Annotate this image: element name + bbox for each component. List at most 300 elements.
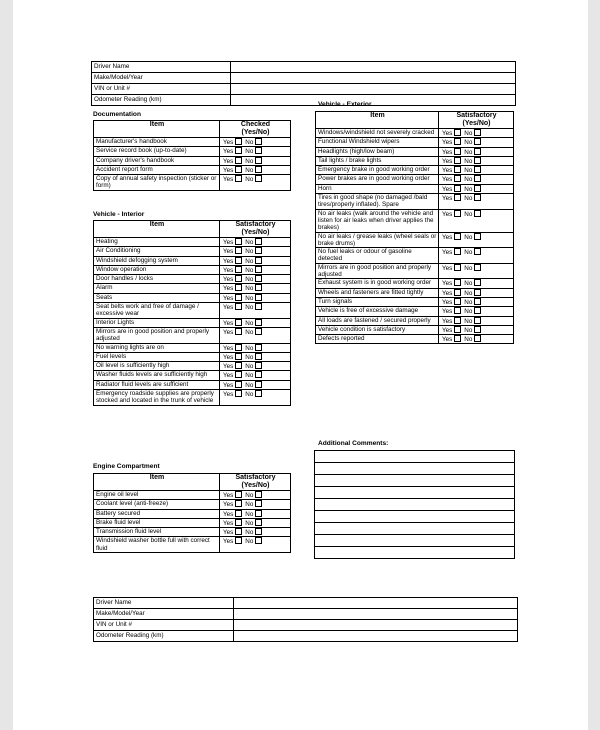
no-checkbox[interactable] xyxy=(474,248,481,255)
yes-checkbox[interactable] xyxy=(454,298,461,305)
no-label: No xyxy=(245,176,254,184)
table-row xyxy=(316,129,514,138)
make-model-row xyxy=(94,609,518,620)
comments-table xyxy=(314,450,515,559)
yes-checkbox[interactable] xyxy=(235,266,242,273)
no-checkbox[interactable] xyxy=(474,326,481,333)
interior-table xyxy=(93,220,291,406)
yes-no-cell xyxy=(220,303,291,319)
table-row xyxy=(94,327,291,343)
yes-label: Yes xyxy=(442,176,453,184)
no-checkbox[interactable] xyxy=(255,491,262,498)
yes-no-cell xyxy=(439,138,514,147)
odometer-row xyxy=(92,95,516,106)
no-label: No xyxy=(245,139,254,146)
yes-label: Yes xyxy=(223,239,234,246)
odometer-label: Odometer Reading (km) xyxy=(92,95,231,106)
yes-checkbox[interactable] xyxy=(454,335,461,342)
comment-line[interactable] xyxy=(315,511,515,523)
no-label: No xyxy=(245,148,254,156)
no-checkbox[interactable] xyxy=(255,353,262,360)
yes-label: Yes xyxy=(442,130,453,137)
column-header-item: Item xyxy=(94,221,220,238)
yes-checkbox[interactable] xyxy=(235,138,242,145)
no-checkbox[interactable] xyxy=(474,129,481,136)
yes-checkbox[interactable] xyxy=(235,157,242,164)
no-checkbox[interactable] xyxy=(255,510,262,517)
table-row xyxy=(94,500,291,509)
no-label: No xyxy=(464,298,473,306)
yes-label: Yes xyxy=(442,280,453,288)
table-row xyxy=(316,307,514,316)
yes-label: Yes xyxy=(223,139,234,146)
table-row xyxy=(316,194,514,210)
make-model-field[interactable] xyxy=(234,609,518,620)
yes-no-cell xyxy=(439,184,514,193)
yes-label: Yes xyxy=(442,289,453,297)
no-checkbox[interactable] xyxy=(255,247,262,254)
inspection-form-page xyxy=(13,0,588,730)
table-row xyxy=(316,279,514,288)
yes-checkbox[interactable] xyxy=(454,129,461,136)
driver-name-row xyxy=(92,62,516,73)
no-checkbox[interactable] xyxy=(255,138,262,145)
yes-label: Yes xyxy=(442,195,453,203)
no-checkbox[interactable] xyxy=(255,519,262,526)
no-label: No xyxy=(245,519,254,527)
no-label: No xyxy=(464,233,473,241)
yes-no-cell xyxy=(439,147,514,156)
yes-checkbox[interactable] xyxy=(454,279,461,286)
no-label: No xyxy=(245,510,254,518)
vin-field[interactable] xyxy=(231,84,516,95)
yes-label: Yes xyxy=(223,344,234,352)
yes-no-cell xyxy=(439,156,514,165)
driver-name-label: Driver Name xyxy=(92,62,231,73)
item-label: Air Conditioning xyxy=(94,247,220,256)
comment-line[interactable] xyxy=(315,523,515,535)
yes-label: Yes xyxy=(223,529,234,537)
yes-no-cell xyxy=(220,165,291,174)
yes-checkbox[interactable] xyxy=(454,166,461,173)
yes-checkbox[interactable] xyxy=(454,157,461,164)
yes-no-cell xyxy=(439,129,514,138)
yes-no-cell xyxy=(220,491,291,500)
yes-no-cell xyxy=(220,265,291,274)
column-header-item: Item xyxy=(316,112,439,129)
table-row xyxy=(94,238,291,247)
table-row xyxy=(316,175,514,184)
no-checkbox[interactable] xyxy=(255,328,262,335)
yes-label: Yes xyxy=(223,363,234,371)
yes-label: Yes xyxy=(442,233,453,241)
yes-checkbox[interactable] xyxy=(454,289,461,296)
no-label: No xyxy=(245,381,254,389)
no-label: No xyxy=(245,248,254,256)
no-label: No xyxy=(464,249,473,257)
yes-no-cell xyxy=(220,380,291,389)
no-checkbox[interactable] xyxy=(255,294,262,301)
no-checkbox[interactable] xyxy=(255,303,262,310)
table-header-row xyxy=(94,474,291,491)
comment-line[interactable] xyxy=(315,487,515,499)
yes-label: Yes xyxy=(442,308,453,316)
table-row xyxy=(316,232,514,248)
yes-checkbox[interactable] xyxy=(235,362,242,369)
table-row xyxy=(94,343,291,352)
driver-name-row xyxy=(94,598,518,609)
no-checkbox[interactable] xyxy=(255,344,262,351)
table-row xyxy=(316,209,514,232)
yes-no-cell xyxy=(220,256,291,265)
no-checkbox[interactable] xyxy=(255,371,262,378)
yes-checkbox[interactable] xyxy=(235,390,242,397)
yes-label: Yes xyxy=(223,176,234,184)
no-checkbox[interactable] xyxy=(255,381,262,388)
table-row xyxy=(94,256,291,265)
no-label: No xyxy=(245,391,254,399)
item-label: Engine oil level xyxy=(94,491,220,500)
item-label: Exhaust system is in good working order xyxy=(316,279,439,288)
make-model-label: Make/Model/Year xyxy=(94,609,234,620)
odometer-field[interactable] xyxy=(231,95,516,106)
no-checkbox[interactable] xyxy=(255,238,262,245)
item-label: Emergency brake in good working order xyxy=(316,166,439,175)
no-label: No xyxy=(464,280,473,288)
no-checkbox[interactable] xyxy=(474,157,481,164)
item-label: Tail lights / brake lights xyxy=(316,156,439,165)
yes-checkbox[interactable] xyxy=(454,194,461,201)
no-label: No xyxy=(464,317,473,325)
no-label: No xyxy=(245,501,254,509)
no-label: No xyxy=(464,210,473,218)
yes-checkbox[interactable] xyxy=(235,275,242,282)
no-checkbox[interactable] xyxy=(474,233,481,240)
table-row xyxy=(94,247,291,256)
item-label: Copy of annual safety inspection (sticker or form) xyxy=(94,175,220,191)
yes-no-cell xyxy=(439,263,514,279)
comment-line[interactable] xyxy=(315,535,515,547)
no-checkbox[interactable] xyxy=(474,210,481,217)
yes-checkbox[interactable] xyxy=(454,148,461,155)
yes-label: Yes xyxy=(442,336,453,344)
no-checkbox[interactable] xyxy=(255,500,262,507)
yes-label: Yes xyxy=(223,353,234,361)
yes-checkbox[interactable] xyxy=(454,175,461,182)
table-header-row xyxy=(94,221,291,238)
no-label: No xyxy=(245,266,254,274)
vin-label: VIN or Unit # xyxy=(92,84,231,95)
yes-checkbox[interactable] xyxy=(454,248,461,255)
item-label: Manufacturer's handbook xyxy=(94,138,220,147)
yes-checkbox[interactable] xyxy=(454,317,461,324)
item-label: Emergency roadside supplies are properly stocked and located in the trunk of vehicle xyxy=(94,390,220,406)
yes-label: Yes xyxy=(442,298,453,306)
item-label: Windshield washer bottle full with correct fluid xyxy=(94,537,220,553)
yes-label: Yes xyxy=(223,492,234,499)
table-row xyxy=(94,537,291,553)
no-checkbox[interactable] xyxy=(474,317,481,324)
item-label: No air leaks (walk around the vehicle and listen for air leaks when driver applies the brakes) xyxy=(316,209,439,232)
yes-checkbox[interactable] xyxy=(454,233,461,240)
no-checkbox[interactable] xyxy=(255,266,262,273)
no-checkbox[interactable] xyxy=(474,307,481,314)
driver-name-field[interactable] xyxy=(231,62,516,73)
item-label: Accident report form xyxy=(94,165,220,174)
engine-table xyxy=(93,473,291,553)
comment-line[interactable] xyxy=(315,475,515,487)
no-checkbox[interactable] xyxy=(255,175,262,182)
item-label: Radiator fluid levels are sufficient xyxy=(94,380,220,389)
yes-no-cell xyxy=(439,209,514,232)
yes-label: Yes xyxy=(223,319,234,327)
table-row xyxy=(94,380,291,389)
yes-checkbox[interactable] xyxy=(235,510,242,517)
yes-label: Yes xyxy=(223,372,234,380)
yes-label: Yes xyxy=(223,328,234,336)
column-header-status: Satisfactory (Yes/No) xyxy=(439,112,514,129)
no-checkbox[interactable] xyxy=(474,194,481,201)
no-label: No xyxy=(464,326,473,334)
yes-label: Yes xyxy=(442,264,453,272)
item-label: Defects reported xyxy=(316,335,439,344)
yes-checkbox[interactable] xyxy=(235,294,242,301)
comment-line[interactable] xyxy=(315,499,515,511)
yes-label: Yes xyxy=(442,157,453,165)
no-label: No xyxy=(245,166,254,174)
no-label: No xyxy=(464,308,473,316)
table-row xyxy=(316,138,514,147)
driver-name-field[interactable] xyxy=(234,598,518,609)
yes-checkbox[interactable] xyxy=(235,344,242,351)
no-checkbox[interactable] xyxy=(474,298,481,305)
table-row xyxy=(94,528,291,537)
yes-no-cell xyxy=(220,284,291,293)
no-checkbox[interactable] xyxy=(474,148,481,155)
comment-line[interactable] xyxy=(315,547,515,559)
yes-checkbox[interactable] xyxy=(235,319,242,326)
table-row xyxy=(94,293,291,302)
yes-no-cell xyxy=(220,528,291,537)
no-label: No xyxy=(464,185,473,193)
no-label: No xyxy=(245,372,254,380)
no-checkbox[interactable] xyxy=(255,275,262,282)
no-checkbox[interactable] xyxy=(255,157,262,164)
yes-checkbox[interactable] xyxy=(235,353,242,360)
vin-row xyxy=(92,84,516,95)
yes-checkbox[interactable] xyxy=(235,238,242,245)
yes-no-cell xyxy=(220,362,291,371)
no-label: No xyxy=(245,257,254,265)
no-checkbox[interactable] xyxy=(255,390,262,397)
no-checkbox[interactable] xyxy=(255,362,262,369)
no-label: No xyxy=(245,492,254,499)
no-checkbox[interactable] xyxy=(474,289,481,296)
yes-checkbox[interactable] xyxy=(235,491,242,498)
item-label: Window operation xyxy=(94,265,220,274)
item-label: Wheels and fasteners are fitted tightly xyxy=(316,288,439,297)
yes-label: Yes xyxy=(442,210,453,218)
no-label: No xyxy=(245,344,254,352)
yes-no-cell xyxy=(439,279,514,288)
yes-label: Yes xyxy=(223,285,234,293)
no-checkbox[interactable] xyxy=(255,319,262,326)
table-row xyxy=(94,491,291,500)
no-checkbox[interactable] xyxy=(255,147,262,154)
table-row xyxy=(316,184,514,193)
yes-no-cell xyxy=(439,248,514,264)
yes-no-cell xyxy=(220,175,291,191)
yes-checkbox[interactable] xyxy=(454,264,461,271)
column-header-status: Satisfactory (Yes/No) xyxy=(220,221,291,238)
yes-label: Yes xyxy=(223,148,234,156)
item-label: Turn signals xyxy=(316,297,439,306)
item-label: Transmission fluid level xyxy=(94,528,220,537)
comment-line[interactable] xyxy=(315,451,515,463)
odometer-row xyxy=(94,631,518,642)
yes-checkbox[interactable] xyxy=(454,326,461,333)
yes-checkbox[interactable] xyxy=(235,528,242,535)
item-label: Company driver's handbook xyxy=(94,156,220,165)
engine-title: Engine Compartment xyxy=(93,463,160,470)
yes-label: Yes xyxy=(223,501,234,509)
item-label: Coolant level (anti-freeze) xyxy=(94,500,220,509)
no-checkbox[interactable] xyxy=(474,185,481,192)
yes-label: Yes xyxy=(442,249,453,257)
yes-label: Yes xyxy=(223,166,234,174)
yes-checkbox[interactable] xyxy=(235,537,242,544)
no-label: No xyxy=(245,328,254,336)
yes-no-cell xyxy=(220,247,291,256)
item-label: Washer fluids levels are sufficiently high xyxy=(94,371,220,380)
no-label: No xyxy=(464,130,473,137)
yes-no-cell xyxy=(220,500,291,509)
item-label: All loads are fastened / secured properly xyxy=(316,316,439,325)
yes-checkbox[interactable] xyxy=(235,303,242,310)
yes-checkbox[interactable] xyxy=(235,247,242,254)
no-label: No xyxy=(245,353,254,361)
yes-label: Yes xyxy=(223,266,234,274)
no-checkbox[interactable] xyxy=(255,528,262,535)
yes-checkbox[interactable] xyxy=(454,210,461,217)
odometer-field[interactable] xyxy=(234,631,518,642)
yes-checkbox[interactable] xyxy=(454,185,461,192)
item-label: No warning lights are on xyxy=(94,343,220,352)
item-label: Battery secured xyxy=(94,509,220,518)
yes-label: Yes xyxy=(442,167,453,175)
comment-line[interactable] xyxy=(315,463,515,475)
yes-checkbox[interactable] xyxy=(454,138,461,145)
comments-title: Additional Comments: xyxy=(318,440,389,447)
no-label: No xyxy=(464,336,473,344)
yes-checkbox[interactable] xyxy=(235,175,242,182)
table-row xyxy=(94,138,291,147)
yes-no-cell xyxy=(439,325,514,334)
item-label: Interior Lights xyxy=(94,318,220,327)
yes-no-cell xyxy=(439,316,514,325)
interior-title: Vehicle - Interior xyxy=(93,211,145,218)
exterior-title: Vehicle - Exterior xyxy=(318,101,372,108)
no-checkbox[interactable] xyxy=(474,335,481,342)
item-label: Brake fluid level xyxy=(94,518,220,527)
no-checkbox[interactable] xyxy=(255,166,262,173)
yes-no-cell xyxy=(220,318,291,327)
item-label: Headlights (high/low beam) xyxy=(316,147,439,156)
yes-no-cell xyxy=(220,138,291,147)
yes-no-cell xyxy=(220,371,291,380)
no-checkbox[interactable] xyxy=(255,537,262,544)
yes-checkbox[interactable] xyxy=(235,328,242,335)
yes-label: Yes xyxy=(223,391,234,399)
item-label: Oil level is sufficiently high xyxy=(94,362,220,371)
item-label: Vehicle is free of excessive damage xyxy=(316,307,439,316)
table-header-row xyxy=(316,112,514,129)
column-header-status: Satisfactory (Yes/No) xyxy=(220,474,291,491)
yes-label: Yes xyxy=(223,257,234,265)
item-label: Fuel levels xyxy=(94,352,220,361)
yes-checkbox[interactable] xyxy=(235,147,242,154)
yes-checkbox[interactable] xyxy=(235,519,242,526)
item-label: Windshield defogging system xyxy=(94,256,220,265)
table-row xyxy=(316,297,514,306)
no-label: No xyxy=(245,529,254,537)
no-checkbox[interactable] xyxy=(474,264,481,271)
table-row xyxy=(94,352,291,361)
make-model-row xyxy=(92,73,516,84)
item-label: Tires in good shape (no damaged /bald tires/properly inflated). Spare xyxy=(316,194,439,210)
yes-no-cell xyxy=(439,166,514,175)
no-checkbox[interactable] xyxy=(474,175,481,182)
odometer-label: Odometer Reading (km) xyxy=(94,631,234,642)
table-row xyxy=(94,175,291,191)
no-checkbox[interactable] xyxy=(255,284,262,291)
yes-checkbox[interactable] xyxy=(454,307,461,314)
no-checkbox[interactable] xyxy=(255,257,262,264)
yes-no-cell xyxy=(439,335,514,344)
no-label: No xyxy=(464,148,473,156)
no-label: No xyxy=(245,304,254,312)
yes-checkbox[interactable] xyxy=(235,166,242,173)
table-row xyxy=(94,156,291,165)
yes-checkbox[interactable] xyxy=(235,257,242,264)
yes-checkbox[interactable] xyxy=(235,500,242,507)
no-label: No xyxy=(245,294,254,302)
item-label: Alarm xyxy=(94,284,220,293)
no-checkbox[interactable] xyxy=(474,138,481,145)
item-label: Mirrors are in good position and properly adjusted xyxy=(94,327,220,343)
yes-no-cell xyxy=(220,147,291,156)
table-row xyxy=(94,509,291,518)
no-checkbox[interactable] xyxy=(474,166,481,173)
yes-checkbox[interactable] xyxy=(235,381,242,388)
yes-checkbox[interactable] xyxy=(235,284,242,291)
item-label: No fuel leaks or odour of gasoline detected xyxy=(316,248,439,264)
yes-label: Yes xyxy=(442,317,453,325)
yes-no-cell xyxy=(220,518,291,527)
yes-no-cell xyxy=(220,327,291,343)
documentation-table xyxy=(93,120,291,191)
yes-checkbox[interactable] xyxy=(235,371,242,378)
no-checkbox[interactable] xyxy=(474,279,481,286)
driver-name-label: Driver Name xyxy=(94,598,234,609)
make-model-label: Make/Model/Year xyxy=(92,73,231,84)
item-label: No air leaks / grease leaks (wheel seals or brake drums) xyxy=(316,232,439,248)
vin-field[interactable] xyxy=(234,620,518,631)
yes-label: Yes xyxy=(223,276,234,284)
yes-no-cell xyxy=(220,352,291,361)
table-row xyxy=(94,303,291,319)
make-model-field[interactable] xyxy=(231,73,516,84)
